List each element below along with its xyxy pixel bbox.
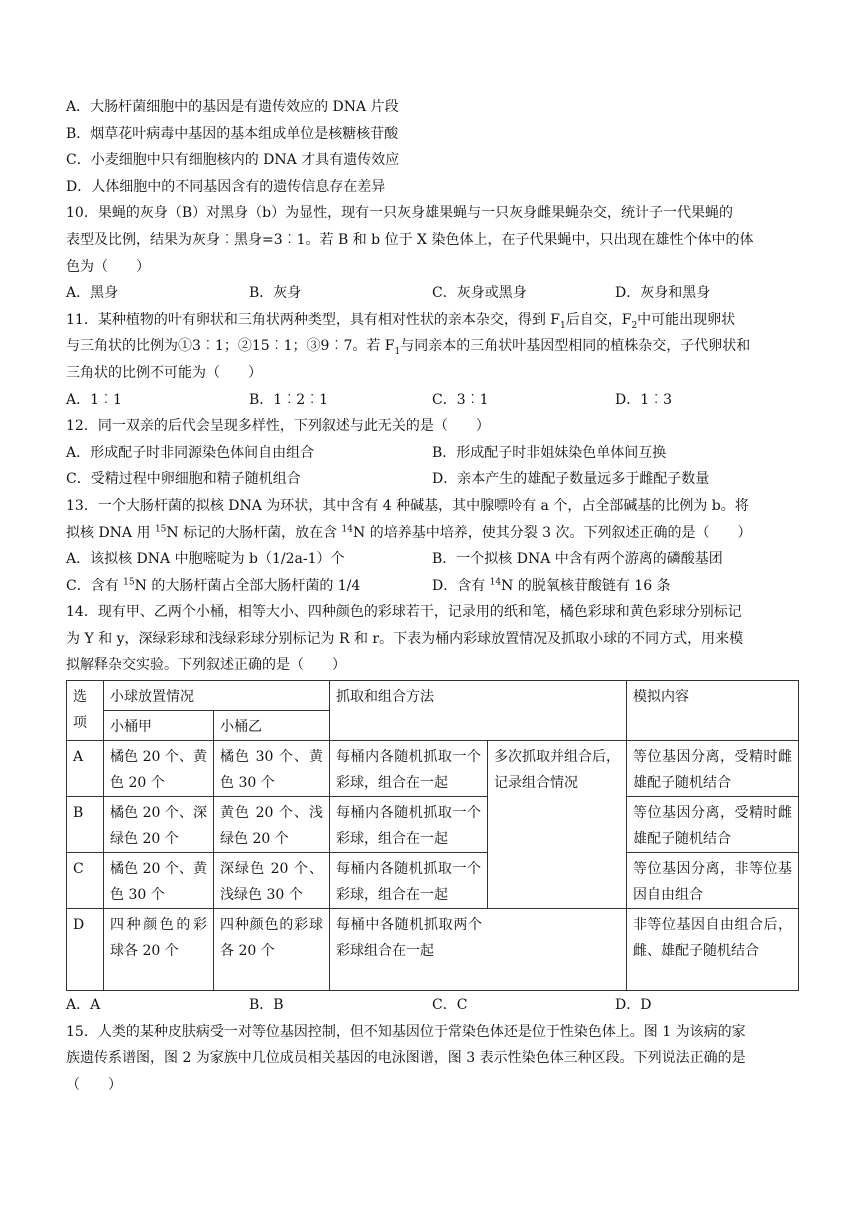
table-cell-bucket-b: 深绿色 20 个、浅绿色 30 个 [214,853,330,909]
q13-option-d-text1: D．含有 [432,577,490,594]
q15-stem-line1: 15．人类的某种皮肤病受一对等位基因控制，但不知基因位于常染色体还是位于性染色体上。图 1 为该病的家 [66,1023,746,1040]
q11-stem-line3: 三角状的比例不可能为（ ） [66,364,262,381]
table-cell-bucket-a: 橘色 20 个、深绿色 20 个 [104,797,214,853]
q11-text-1a: 11．某种植物的叶有卵状和三角状两种类型，具有相对性状的亲本杂交，得到 F [66,311,560,328]
q11-option-b: B．1︰2︰1 [249,391,329,408]
q11-option-c: C．3︰1 [432,391,489,408]
table-cell-method: 每桶内各随机抓取一个彩球，组合在一起 [330,741,488,797]
q13-stem-line1: 13．一个大肠杆菌的拟核 DNA 为环状，其中含有 4 种碱基，其中腺嘌呤有 a 个，占全部碱基的比例为 b。将 [66,497,749,514]
q10-stem-line3: 色为（ ） [66,258,150,275]
table-header-method: 抓取和组合方法 [330,681,627,741]
q14-option-c: C．C [432,997,468,1014]
q15-stem-line3: （ ） [66,1076,122,1093]
table-cell-simulation: 等位基因分离，受精时雌雄配子随机结合 [627,797,799,853]
table-header-simulation: 模拟内容 [627,681,799,741]
q11-text-1c: 中可能出现卵状 [637,311,736,328]
q11-stem-line1 [66,307,798,334]
q13-option-b: B．一个拟核 DNA 中含有两个游离的磷酸基团 [432,551,723,568]
q10-option-a: A．黑身 [66,285,119,302]
q10-stem-line2: 表型及比例，结果为灰身︰黑身=3︰1。若 B 和 b 位于 X 染色体上，在子代果蝇中，只出现在雄性个体中的体 [66,231,754,248]
q11-sub-2: 2 [631,320,638,331]
q13-option-d [432,573,798,600]
q9-option-a: A．大肠杆菌细胞中的基因是有遗传效应的 DNA 片段 [66,99,399,115]
q13-option-c-text2: N 的大肠杆菌占全部大肠杆菌的 1/4 [134,577,361,594]
table-cell-bucket-a: 四种颜色的彩球各 20 个 [104,909,214,991]
q9-option-c: C．小麦细胞中只有细胞核内的 DNA 才具有遗传效应 [66,152,400,169]
table-cell-bucket-a: 橘色 20 个、黄色 30 个 [104,853,214,909]
q14-stem-line2: 为 Y 和 y，深绿彩球和浅绿彩球分别标记为 R 和 r。下表为桶内彩球放置情况及抓取小球的不同方式，用来模 [66,630,744,647]
q14-option-a: A．A [66,997,101,1014]
table-cell-method-text: 每桶中各随机抓取两个彩球组合在一起 [336,917,482,960]
table-cell-option: A [67,741,104,797]
q13-stem-line2 [66,520,798,547]
q11-sub-3: 1 [394,347,401,358]
q13-options-row2 [66,573,798,600]
q11-text-2b: 与同亲本的三角状叶基因型相同的植株杂交，子代卵状和 [400,338,751,355]
q14-options [66,992,798,1019]
table-cell-simulation: 非等位基因自由组合后，雌、雄配子随机结合 [627,909,799,991]
q13-option-c [66,573,432,600]
q13-option-c-sup: 15 [123,577,135,588]
q11-text-2a: 与三角状的比例为①3︰1；②15︰1；③9︰7。若 F [66,338,395,355]
q10-option-b: B．灰身 [249,285,302,302]
table-header-bucket-b: 小桶乙 [214,711,330,741]
q12-options-row1 [66,440,798,467]
q14-stem-line3: 拟解释杂交实验。下列叙述正确的是（ ） [66,657,346,674]
q13-text-2a: 拟核 DNA 用 [66,524,155,541]
table-cell-simulation: 等位基因分离，非等位基因自由组合 [627,853,799,909]
q12-stem: 12．同一双亲的后代会呈现多样性，下列叙述与此无关的是（ ） [66,418,490,435]
q14-table [66,680,799,991]
q10-stem-line1: 10．果蝇的灰身（B）对黑身（b）为显性，现有一只灰身雄果蝇与一只灰身雌果蝇杂交，统计子一代果蝇的 [66,205,734,222]
q13-option-d-text2: N 的脱氧核苷酸链有 16 条 [501,577,671,594]
table-cell-bucket-a: 橘色 20 个、黄色 20 个 [104,741,214,797]
table-header-option: 选项 [67,681,104,741]
q13-options-row1 [66,546,798,573]
q11-options [66,387,798,414]
table-cell-method [330,909,627,991]
table-cell-option: C [67,853,104,909]
table-cell-shared-method: 多次抓取并组合后，记录组合情况 [488,741,627,909]
table-cell-simulation: 等位基因分离，受精时雌雄配子随机结合 [627,741,799,797]
q10-options [66,280,798,307]
q12-option-a: A．形成配子时非同源染色体间自由组合 [66,444,315,461]
q11-option-d: D．1︰3 [615,391,673,408]
q12-option-d: D．亲本产生的雄配子数量远多于雌配子数量 [432,471,710,488]
q12-options-row2 [66,466,798,493]
table-cell-bucket-b: 黄色 20 个、浅绿色 20 个 [214,797,330,853]
q12-option-c: C．受精过程中卵细胞和精子随机组合 [66,471,301,488]
q13-text-2c: N 的培养基中培养，使其分裂 3 次。下列叙述正确的是（ ） [353,524,752,541]
q12-option-b: B．形成配子时非姐妹染色单体间互换 [432,444,667,461]
q13-text-2b: N 标记的大肠杆菌，放在含 [166,524,342,541]
q11-stem-line2 [66,333,798,360]
q9-option-d: D．人体细胞中的不同基因含有的遗传信息存在差异 [66,178,386,195]
q10-option-d: D．灰身和黑身 [615,285,711,302]
q13-option-a: A．该拟核 DNA 中胞嘧啶为 b（1/2a-1）个 [66,551,345,568]
table-cell-option: B [67,797,104,853]
q13-sup-2: 14 [341,523,353,534]
table-cell-method: 每桶内各随机抓取一个彩球，组合在一起 [330,853,488,909]
q9-option-b: B．烟草花叶病毒中基因的基本组成单位是核糖核苷酸 [66,125,399,142]
q13-option-d-sup: 14 [489,577,502,588]
table-header-bucket-a: 小桶甲 [104,711,214,741]
q13-option-c-text1: C．含有 [66,577,124,594]
q10-option-c: C．灰身或黑身 [432,285,527,302]
q13-sup-1: 15 [154,523,167,534]
q14-stem-line1: 14．现有甲、乙两个小桶，相等大小、四种颜色的彩球若干，记录用的纸和笔，橘色彩球和黄色彩球分别标记 [66,604,742,621]
q11-text-1b: 后自交，F [565,311,632,328]
table-cell-bucket-b: 四种颜色的彩球各 20 个 [214,909,330,991]
q14-option-b: B．B [249,997,284,1014]
q11-option-a: A．1︰1 [66,391,122,408]
q15-stem-line2: 族遗传系谱图，图 2 为家族中几位成员相关基因的电泳图谱，图 3 表示性染色体三种区段。下列说法正确的是 [66,1050,746,1067]
exam-page [66,94,798,1098]
table-cell-bucket-b: 橘色 30 个、黄色 30 个 [214,741,330,797]
q14-option-d: D．D [615,997,652,1014]
table-header-placement: 小球放置情况 [104,681,330,711]
table-cell-option: D [67,909,104,991]
q11-sub-1: 1 [559,320,566,331]
table-cell-method: 每桶内各随机抓取一个彩球，组合在一起 [330,797,488,853]
